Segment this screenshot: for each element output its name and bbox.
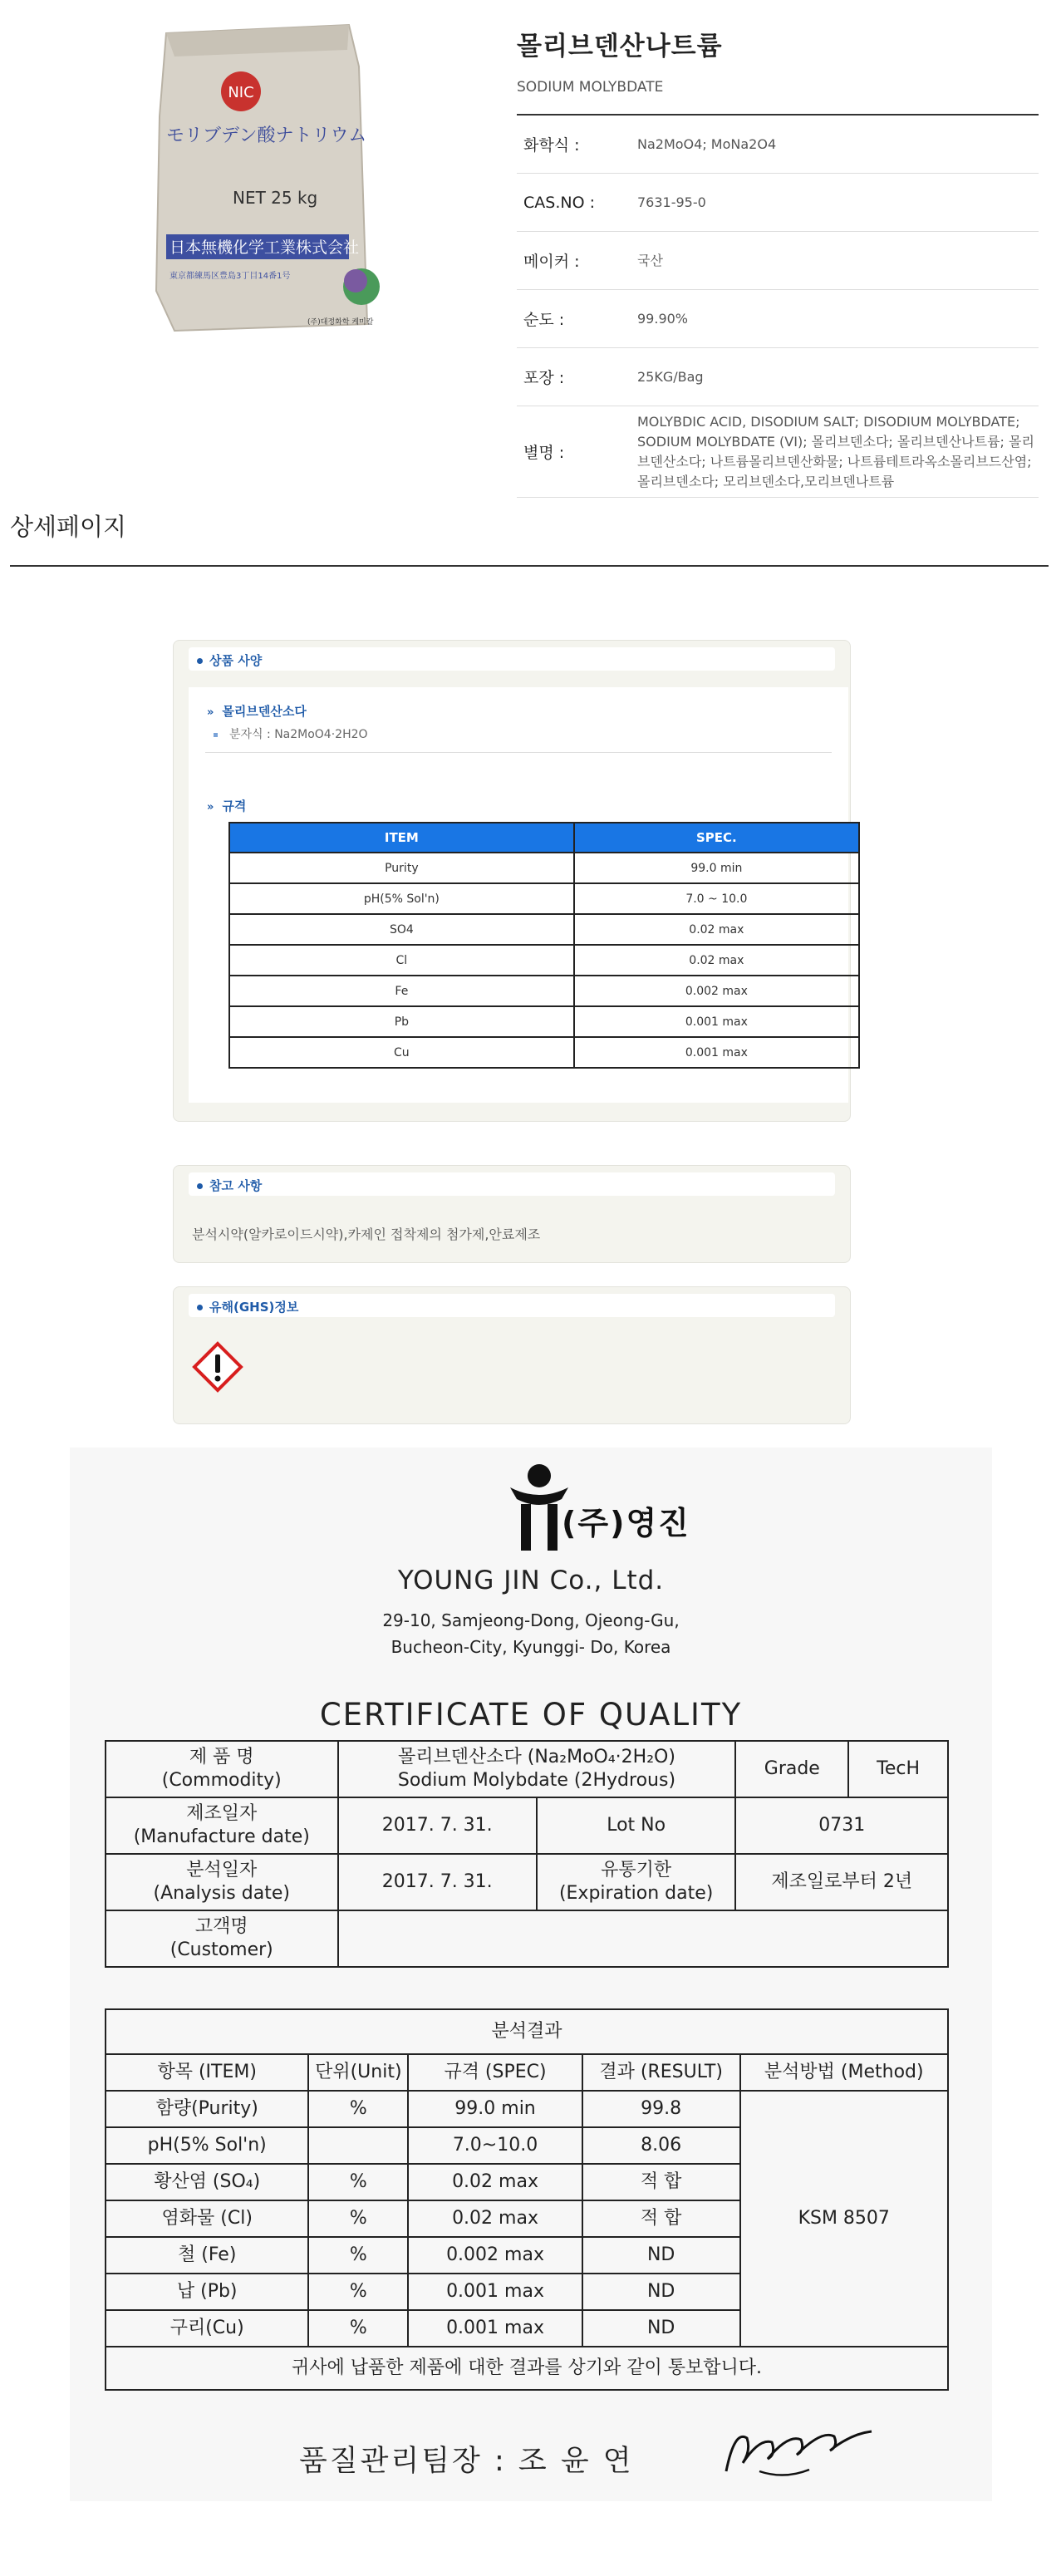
lot-label: Lot No [537,1797,736,1854]
cell-spec: 0.02 max [408,2164,582,2200]
table-row [106,1854,948,1910]
panel-title: 유해(GHS)정보 [209,1300,299,1315]
cell-result: 적 합 [582,2164,740,2200]
ghs-panel [173,1286,851,1424]
reference-text: 분석시약(알카로이드시약),카제인 접착제의 첨가제,안료제조 [192,1227,541,1242]
bullet-icon [197,1305,203,1310]
product-spec-table [517,114,1039,498]
spec-table [228,822,860,1069]
spec-label: 화학식 : [523,136,580,155]
cell-spec: 0.001 max [574,1037,859,1068]
company-address: 29-10, Samjeong-Dong, Ojeong-Gu, [382,1610,680,1630]
commodity-label: 제 품 명 (Commodity) [106,1741,338,1797]
chevron-right-icon: » [207,801,214,814]
cell-spec: 0.002 max [408,2237,582,2274]
customer-value [338,1910,948,1967]
cell-result: 99.8 [582,2091,740,2127]
chevron-right-icon: » [207,706,214,719]
certificate-title: CERTIFICATE OF QUALITY [319,1697,743,1733]
table-row [106,2009,948,2054]
customer-label: 고객명 (Customer) [106,1910,338,1967]
panel-title: 참고 사항 [209,1178,263,1193]
table-row [229,976,859,1006]
cell-result: 8.06 [582,2127,740,2164]
bullet-icon [197,1183,203,1189]
cell-item: Fe [229,976,574,1006]
company-name: YOUNG JIN Co., Ltd. [397,1566,665,1595]
spec-value: 7631-95-0 [637,194,706,210]
divider [205,752,832,753]
divider [10,565,1049,567]
cell-item: 염화물 (Cl) [106,2200,308,2237]
cell-item: 구리(Cu) [106,2310,308,2347]
qc-manager-line: 품질관리팀장 : 조 윤 연 [299,2445,634,2478]
product-bag-image [141,17,391,332]
cell-unit: % [308,2274,408,2310]
cell-result: ND [582,2310,740,2347]
detail-page-heading: 상세페이지 [10,513,127,541]
analysis-results-table [105,2008,949,2391]
table-row [106,2347,948,2390]
cell-spec: 99.0 min [574,853,859,883]
company-address: Bucheon-City, Kyunggi- Do, Korea [391,1637,671,1657]
manufacture-date: 2017. 7. 31. [338,1797,537,1854]
cell-unit: % [308,2310,408,2347]
table-row [229,883,859,914]
cell-spec: 0.001 max [408,2310,582,2347]
table-row [229,945,859,976]
spec-label: CAS.NO : [523,193,595,212]
panel-header [189,647,835,671]
panel-header [189,1172,835,1196]
column-header: 분석방법 (Method) [740,2054,949,2091]
lot-number: 0731 [735,1797,948,1854]
column-header: 단위(Unit) [308,2054,408,2091]
method-value: KSM 8507 [740,2091,949,2347]
spec-formula: 분자식 : Na2MoO4·2H2O [214,725,368,742]
cell-spec: 0.001 max [574,1006,859,1037]
spec-value: MOLYBDIC ACID, DISODIUM SALT; DISODIUM MOLYBDATE; SODIUM MOLYBDATE (VI); 몰리브덴소다; 몰리브덴산나트륨; 몰리브덴산소다; 나트륨몰리브덴산화물; 나트륨테트라옥소몰리브드산염; 몰리브덴소다; 모리브덴소다,모리브덴나트륨 [637,413,1034,489]
cell-spec: 0.02 max [574,945,859,976]
cell-unit: % [308,2091,408,2127]
certificate-header-table [105,1740,949,1968]
reference-panel [173,1165,851,1263]
table-row [229,1006,859,1037]
grade-label: Grade [735,1741,848,1797]
cell-item: 납 (Pb) [106,2274,308,2310]
product-subtitle: SODIUM MOLYBDATE [517,79,664,96]
cell-spec: 99.0 min [408,2091,582,2127]
expiration-label: 유통기한 (Expiration date) [537,1854,736,1910]
column-header: SPEC. [574,823,859,853]
table-row [229,853,859,883]
spec-label: 포장 : [523,369,565,387]
grade-value: TecH [848,1741,948,1797]
bag-product-name: モリブデン酸ナトリウム [166,125,367,146]
product-spec-panel [173,640,851,1122]
table-row [229,914,859,945]
product-image [125,17,440,337]
manufacture-date-label: 제조일자 (Manufacture date) [106,1797,338,1854]
spec-row-maker [517,232,1039,290]
cell-item: 함량(Purity) [106,2091,308,2127]
cell-unit: % [308,2164,408,2200]
distributor-logo: (주)대정화학 케미칼 [307,318,374,327]
spec-row-formula [517,116,1039,174]
panel-header [189,1294,835,1317]
spec-label: 순도 : [523,311,565,329]
column-header: ITEM [229,823,574,853]
cell-item: Pb [229,1006,574,1037]
spec-product-name: » 몰리브덴산소다 [207,704,307,719]
bullet-icon [214,733,218,737]
table-row [106,2054,948,2091]
cell-result: ND [582,2237,740,2274]
commodity-value: 몰리브덴산소다 (Na₂MoO₄·2H₂O) Sodium Molybdate (2Hydrous) [338,1741,736,1797]
spec-label: 별명 : [523,444,565,462]
cell-item: 철 (Fe) [106,2237,308,2274]
product-info [517,25,1039,498]
panel-title: 상품 사양 [209,653,263,668]
expiration-value: 제조일로부터 2년 [735,1854,948,1910]
bullet-icon [197,658,203,664]
analysis-date: 2017. 7. 31. [338,1854,537,1910]
spec-value: 25KG/Bag [637,368,704,385]
spec-row-purity [517,290,1039,348]
spec-value: 99.90% [637,310,689,327]
spec-label: 메이커 : [523,253,580,271]
table-row [106,1797,948,1854]
bag-maker: 日本無機化学工業株式会社 [169,238,360,257]
cell-spec: 0.001 max [408,2274,582,2310]
bag-address: 東京都練馬区豊島3丁目14番1号 [169,272,291,281]
cell-spec: 0.02 max [408,2200,582,2237]
exclamation-hazard-icon [192,1341,243,1393]
spec-row-packaging [517,348,1039,406]
cell-result: 적 합 [582,2200,740,2237]
spec-panel-body [189,687,848,1103]
cell-item: pH(5% Sol'n) [229,883,574,914]
table-row [229,1037,859,1068]
cell-item: Cl [229,945,574,976]
cell-spec: 0.02 max [574,914,859,945]
column-header: 결과 (RESULT) [582,2054,740,2091]
cell-item: Purity [229,853,574,883]
bag-brand: NIC [228,84,254,101]
cell-spec: 7.0 ~ 10.0 [574,883,859,914]
cell-unit [308,2127,408,2164]
cell-item: Cu [229,1037,574,1068]
table-row [106,1741,948,1797]
cell-unit: % [308,2200,408,2237]
column-header: 규격 (SPEC) [408,2054,582,2091]
cell-item: SO4 [229,914,574,945]
spec-value: 국산 [637,252,663,268]
cell-spec: 0.002 max [574,976,859,1006]
spec-row-aliases [517,406,1039,498]
cell-item: pH(5% Sol'n) [106,2127,308,2164]
bag-net-weight: NET 25 kg [233,188,318,208]
certificate-of-quality [70,1448,992,2501]
column-header: 항목 (ITEM) [106,2054,308,2091]
cell-unit: % [308,2237,408,2274]
cell-item: 황산염 (SO₄) [106,2164,308,2200]
results-title: 분석결과 [106,2009,948,2054]
logo-text: (주)영진 [562,1505,690,1541]
table-row [106,1910,948,1967]
cell-result: ND [582,2274,740,2310]
analysis-date-label: 분석일자 (Analysis date) [106,1854,338,1910]
table-row [106,2091,948,2127]
certificate-footer-note: 귀사에 납품한 제품에 대한 결과를 상기와 같이 통보합니다. [106,2347,948,2390]
spec-row-cas [517,174,1039,232]
signature-icon [710,2413,876,2488]
cell-spec: 7.0~10.0 [408,2127,582,2164]
spec-section-title: » 규격 [207,799,247,814]
spec-value: Na2MoO4; MoNa2O4 [637,135,777,152]
product-title: 몰리브덴산나트륨 [517,32,723,61]
